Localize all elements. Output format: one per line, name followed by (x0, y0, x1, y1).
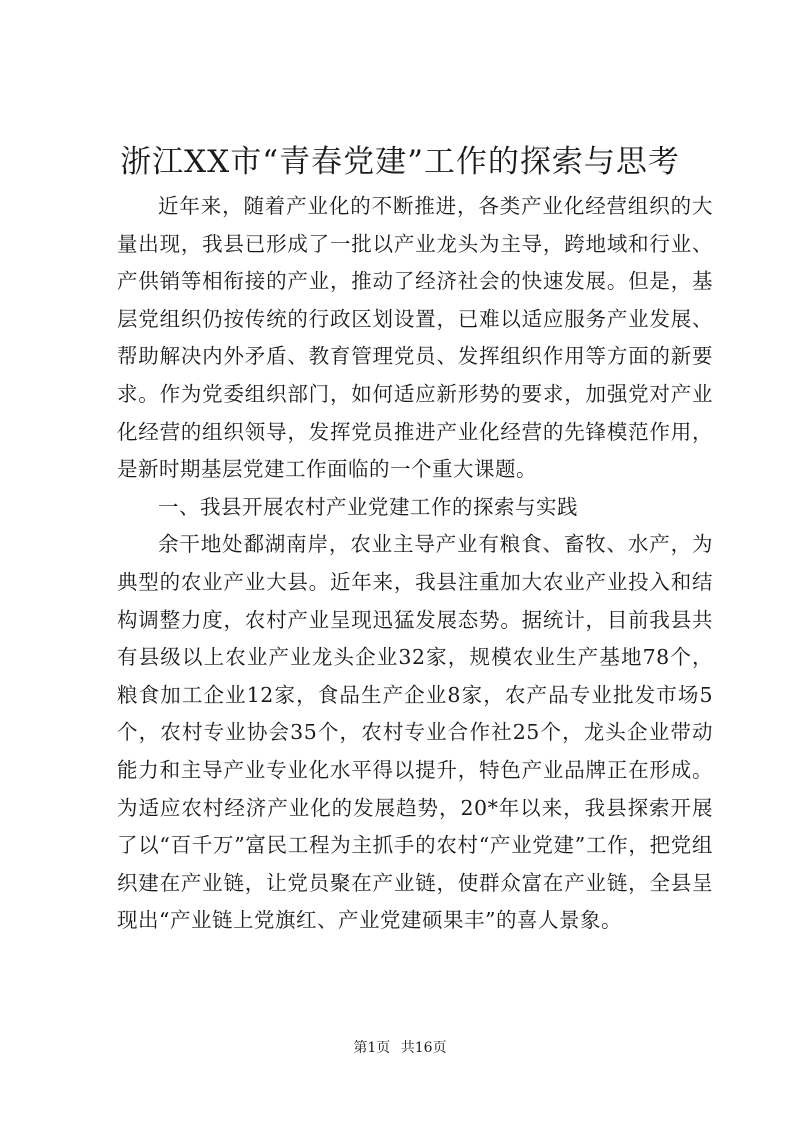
document-title: 浙江XX市“青春党建”工作的探索与思考 (120, 144, 680, 180)
page-total: 共16页 (400, 1040, 447, 1056)
paragraph-intro: 近年来，随着产业化的不断推进，各类产业化经营组织的大量出现，我县已形成了一批以产业龙头为主导，跨地域和行业、产供销等相衔接的产业，推动了经济社会的快速发展。但是，基层党组织仍按传统的行政区划设置，已难以适应服务产业发展、帮助解决内外矛盾、教育管理党员、发挥组织作用等方面的新要求。作为党委组织部门，如何适应新形势的要求，加强党对产业化经营的组织领导，发挥党员推进产业化经营的先锋模范作用，是新时期基层党建工作面临的一个重大课题。 (117, 194, 713, 482)
page-number: 第1页 (353, 1040, 391, 1056)
paragraph-practice: 余干地处鄱湖南岸，农业主导产业有粮食、畜牧、水产，为典型的农业产业大县。近年来，我县注重加大农业产业投入和结构调整力度，农村产业呈现迅猛发展态势。据统计，目前我县共有县级以上农业产业龙头企业32家，规模农业生产基地78个，粮食加工企业12家，食品生产企业8家，农产品专业批发市场5个，农村专业协会35个，农村专业合作社25个，龙头企业带动能力和主导产业专业化水平得以提升，特色产业品牌正在形成。为适应农村经济产业化的发展趋势，20*年以来，我县探索开展了以“百千万”富民工程为主抓手的农村“产业党建”工作，把党组织建在产业链，让党员聚在产业链，使群众富在产业链，全县呈现出“产业链上党旗红、产业党建硕果丰”的喜人景象。 (117, 532, 713, 933)
page-footer (0, 1038, 800, 1058)
document-body (117, 188, 713, 940)
section-heading: 一、我县开展农村产业党建工作的探索与实践 (158, 494, 578, 519)
